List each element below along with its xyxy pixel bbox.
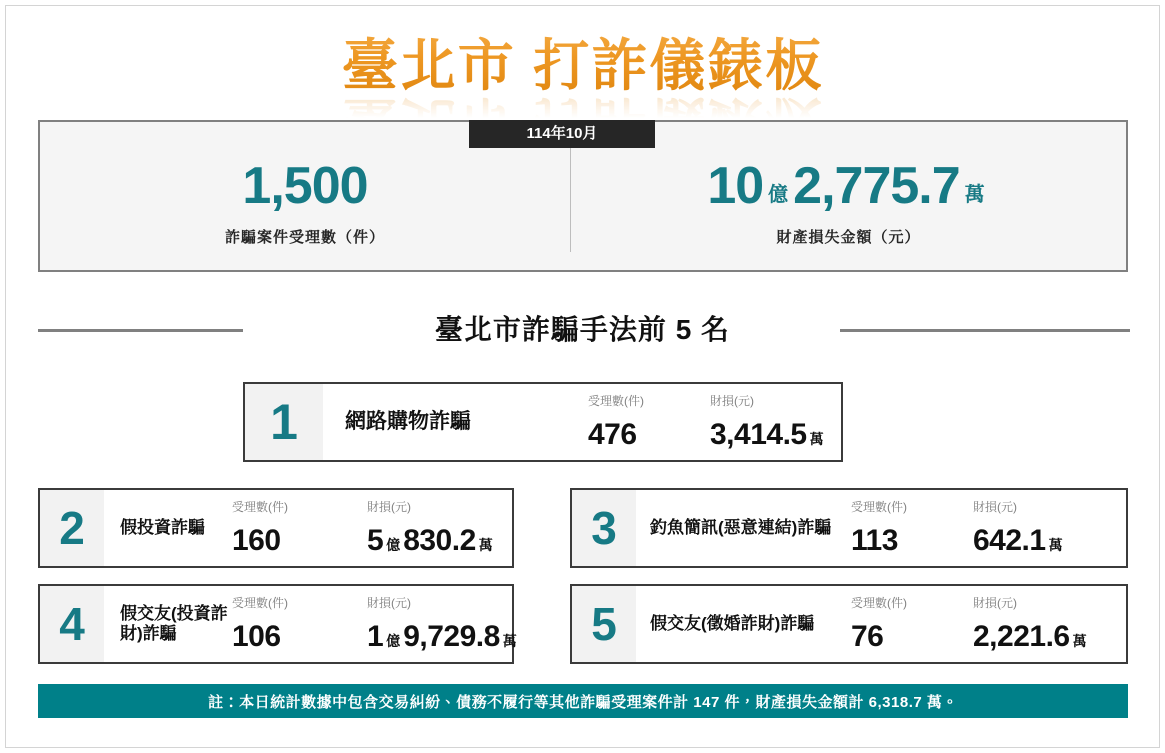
loss-column: [710, 384, 841, 460]
cases-value: 160: [232, 524, 281, 557]
fraud-type-name: 假交友(徵婚詐財)詐騙: [650, 613, 815, 633]
loss-value: 1 億 9,729.8 萬: [367, 620, 517, 653]
loss-value-wan: 2,775.7: [793, 156, 960, 215]
cases-column: [851, 586, 973, 662]
decorative-line-left: [38, 329, 243, 332]
decorative-line-right: [840, 329, 1130, 332]
fraud-type-name: 假投資詐騙: [120, 517, 205, 537]
loss-unit-wan: 萬: [964, 183, 985, 206]
rank-card-5: [570, 584, 1128, 664]
rank-card-4: [38, 584, 517, 664]
rank-card-3: [570, 488, 1128, 568]
cases-value: 106: [232, 620, 281, 653]
loss-column: [367, 490, 512, 566]
loss-unit-yi: 億: [768, 183, 789, 206]
section-title: 臺北市詐騙手法前 5 名: [434, 314, 731, 345]
loss-column: [973, 490, 1126, 566]
loss-column: [973, 586, 1126, 662]
cases-column-header: 受理數(件): [851, 500, 907, 514]
rank-number: 4: [40, 586, 104, 662]
cases-value: 76: [851, 620, 884, 653]
loss-value: 3,414.5 萬: [710, 418, 824, 451]
cases-value: 476: [588, 418, 637, 451]
fraud-type-name: 網路購物詐騙: [345, 410, 471, 434]
note-text: 註：本日統計數據中包含交易糾紛、債務不履行等其他詐騙受理案件計 147 件，財產損失金額計 6,318.7 萬。: [208, 693, 958, 711]
note-bar: [38, 684, 1128, 718]
loss-value: 2,221.6 萬: [973, 620, 1087, 653]
rank-number: 3: [572, 490, 636, 566]
cases-column-header: 受理數(件): [851, 596, 907, 610]
cases-column: [851, 490, 973, 566]
cases-label: 詐騙案件受理數（件）: [224, 228, 385, 246]
page-title: 臺北市 打詐儀錶板: [0, 22, 1165, 102]
cases-column-header: 受理數(件): [588, 394, 644, 408]
rank-card-1: [243, 382, 843, 462]
rank-number: 5: [572, 586, 636, 662]
cases-value: 1,500: [242, 156, 368, 215]
rank-card-2: [38, 488, 514, 568]
cases-column: [232, 586, 367, 662]
fraud-type-name: 釣魚簡訊(惡意連結)詐騙: [650, 517, 832, 537]
fraud-type-name: 假交友(投資詐財)詐騙: [120, 603, 228, 643]
loss-column-header: 財損(元): [710, 394, 754, 408]
cases-column-header: 受理數(件): [232, 500, 288, 514]
loss-column-header: 財損(元): [367, 500, 411, 514]
loss-label: 財產損失金額（元）: [776, 228, 921, 246]
cases-column: [588, 384, 710, 460]
rank-number: 2: [40, 490, 104, 566]
period-badge: 114年10月: [469, 120, 655, 148]
loss-column-header: 財損(元): [367, 596, 411, 610]
loss-column: [367, 586, 520, 662]
loss-value-yi: 10: [707, 156, 764, 215]
loss-value: 5 億 830.2 萬: [367, 524, 493, 557]
cases-column-header: 受理數(件): [232, 596, 288, 610]
summary-panel: [38, 120, 1128, 272]
rank-number: 1: [245, 384, 323, 460]
loss-column-header: 財損(元): [973, 596, 1017, 610]
section-header: [0, 308, 1165, 352]
cases-column: [232, 490, 367, 566]
cases-value: 113: [851, 524, 898, 557]
loss-value: 642.1 萬: [973, 524, 1063, 557]
loss-column-header: 財損(元): [973, 500, 1017, 514]
